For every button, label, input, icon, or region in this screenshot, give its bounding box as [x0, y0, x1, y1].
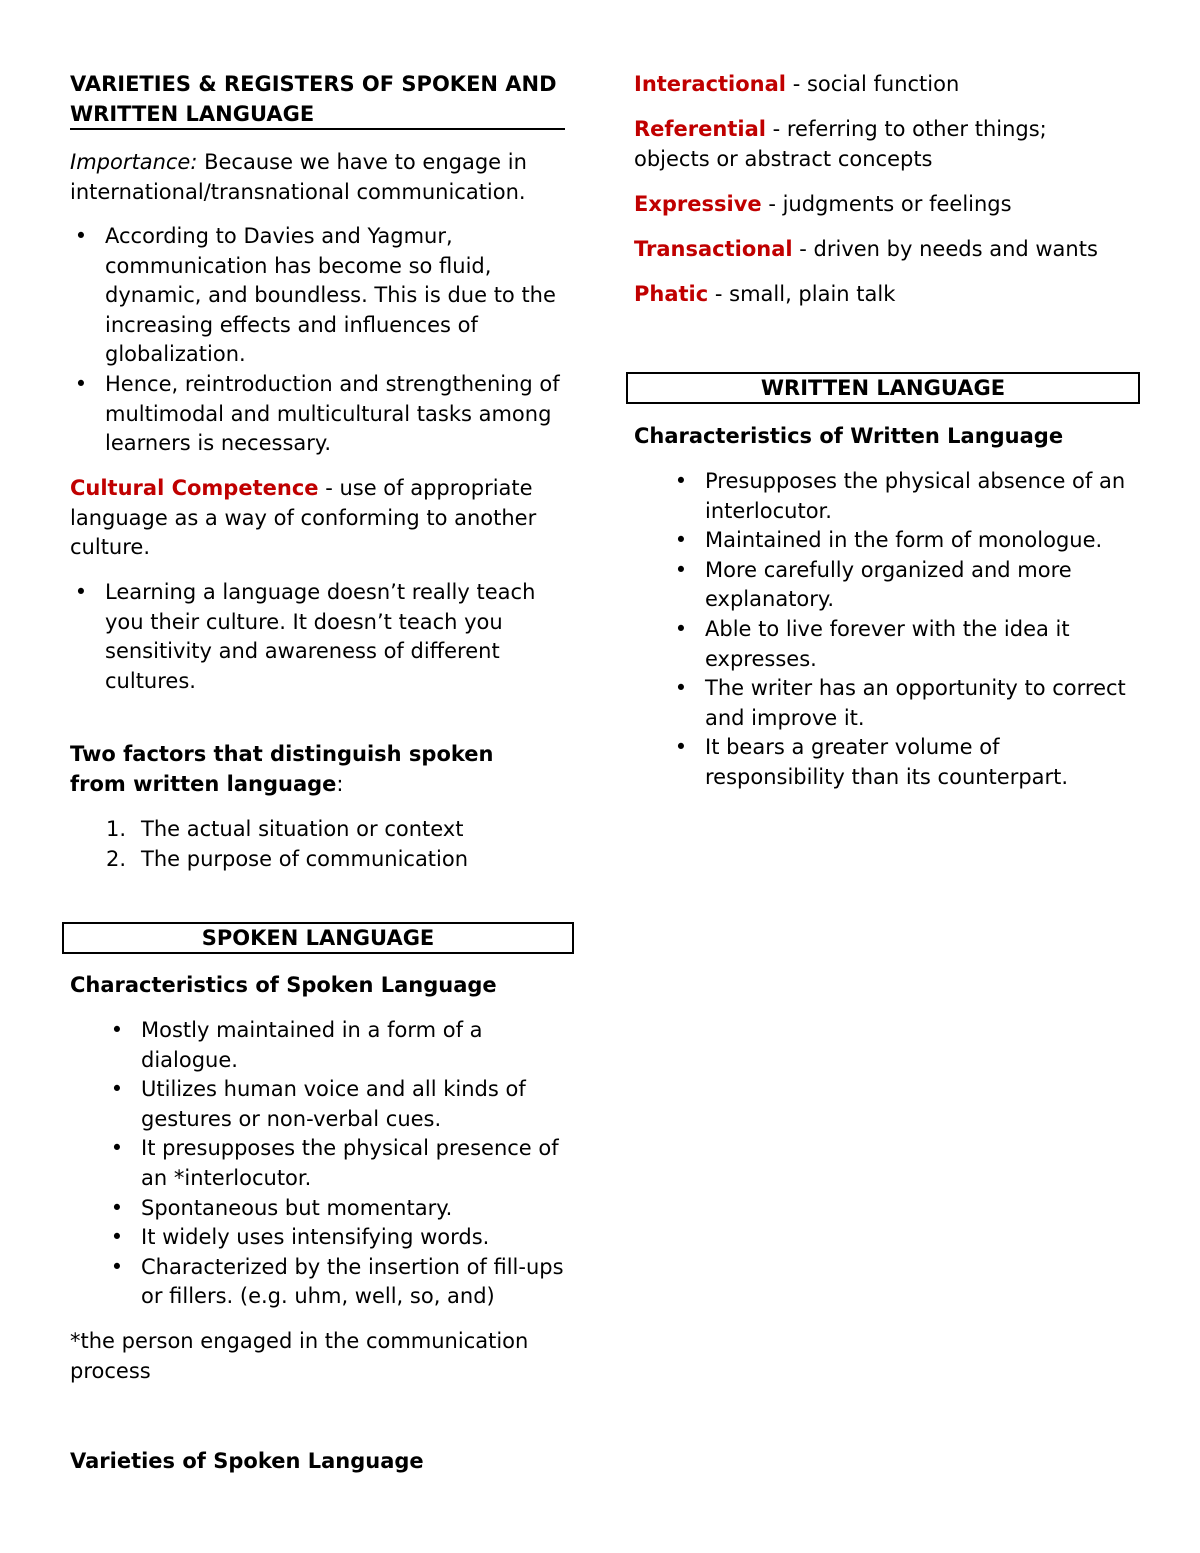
list-item: • Hence, reintroduction and strengthening of multimodal and multicultural tasks among learners is necessary.	[105, 370, 575, 459]
bullet-icon: •	[674, 469, 688, 493]
written-language-box: WRITTEN LANGUAGE	[626, 372, 1140, 404]
document-title	[70, 70, 570, 129]
bullet-icon: •	[674, 735, 688, 760]
list-item: • More carefully organized and more explanatory.	[705, 556, 1135, 615]
importance-label: Importance:	[70, 150, 198, 174]
list-item: • It bears a greater volume of responsibility than its counterpart.	[705, 733, 1135, 792]
list-item: • It presupposes the physical presence of an *interlocutor.	[141, 1134, 571, 1193]
bullet-icon: •	[74, 224, 88, 248]
two-factors-list	[106, 815, 561, 874]
list-item: • Presupposes the physical absence of an interlocutor.	[705, 467, 1135, 526]
list-item: • Utilizes human voice and all kinds of gestures or non-verbal cues.	[141, 1075, 571, 1134]
written-bullet-list	[674, 467, 1135, 793]
list-item: • Characterized by the insertion of fill-ups or fillers. (e.g. uhm, well, so, and)	[141, 1253, 571, 1312]
bullet-icon: •	[110, 1077, 124, 1102]
list-item: • Able to live forever with the idea it expresses.	[705, 615, 1135, 674]
list-item: 2. The purpose of communication	[106, 846, 469, 871]
varieties-heading: Varieties of Spoken Language	[70, 1449, 424, 1473]
culture-bullet-list	[74, 578, 565, 696]
intro-bullet-list	[74, 222, 575, 459]
bullet-icon: •	[110, 1136, 124, 1161]
bullet-icon: •	[110, 1018, 124, 1042]
list-item: • Learning a language doesn’t really teach you their culture. It doesn’t teach you sensitivity and awareness of different cultures.	[105, 578, 565, 696]
title-underline	[70, 128, 565, 130]
importance-text: Because we have to engage in international/transnational communication.	[70, 150, 527, 204]
cultural-competence-definition: - use of appropriate language as a way of conforming to another culture.	[70, 476, 537, 560]
spoken-bullet-list	[110, 1016, 571, 1312]
spoken-language-box: SPOKEN LANGUAGE	[62, 922, 574, 954]
list-item: • The writer has an opportunity to correct and improve it.	[705, 674, 1135, 733]
two-factors-heading: Two factors that distinguish spoken from written language:	[70, 742, 494, 796]
cultural-competence-term: Cultural Competence	[70, 476, 319, 500]
bullet-icon: •	[110, 1254, 124, 1279]
function-phatic: Phatic - small, plain talk	[634, 282, 896, 306]
bullet-icon: •	[674, 557, 688, 582]
spoken-characteristics-heading: Characteristics of Spoken Language	[70, 973, 497, 997]
bullet-icon: •	[74, 580, 88, 604]
interlocutor-footnote: *the person engaged in the communication process	[70, 1329, 529, 1383]
bullet-icon: •	[674, 528, 688, 553]
function-referential: Referential - referring to other things; objects or abstract concepts	[634, 117, 1047, 171]
cultural-competence-paragraph	[70, 474, 550, 563]
list-item: 1. The actual situation or context	[106, 817, 464, 841]
list-item: • According to Davies and Yagmur, communication has become so fluid, dynamic, and boundless. This is due to the increasing effects and influences of globalization.	[105, 222, 575, 370]
function-transactional: Transactional - driven by needs and wants	[634, 237, 1098, 261]
bullet-icon: •	[110, 1195, 124, 1220]
function-expressive: Expressive - judgments or feelings	[634, 192, 1012, 216]
title-line-1: VARIETIES & REGISTERS OF SPOKEN AND	[70, 72, 557, 96]
list-item: • Maintained in the form of monologue.	[705, 526, 1135, 556]
bullet-icon: •	[110, 1225, 124, 1250]
importance-paragraph	[70, 148, 550, 207]
bullet-icon: •	[674, 676, 688, 701]
list-item: • It widely uses intensifying words.	[141, 1223, 571, 1253]
title-line-2: WRITTEN LANGUAGE	[70, 101, 315, 126]
list-item: • Mostly maintained in a form of a dialogue.	[141, 1016, 571, 1075]
function-interactional: Interactional - social function	[634, 72, 960, 96]
written-characteristics-heading: Characteristics of Written Language	[634, 424, 1064, 448]
bullet-icon: •	[74, 371, 88, 396]
bullet-icon: •	[674, 616, 688, 641]
list-item: • Spontaneous but momentary.	[141, 1194, 571, 1224]
